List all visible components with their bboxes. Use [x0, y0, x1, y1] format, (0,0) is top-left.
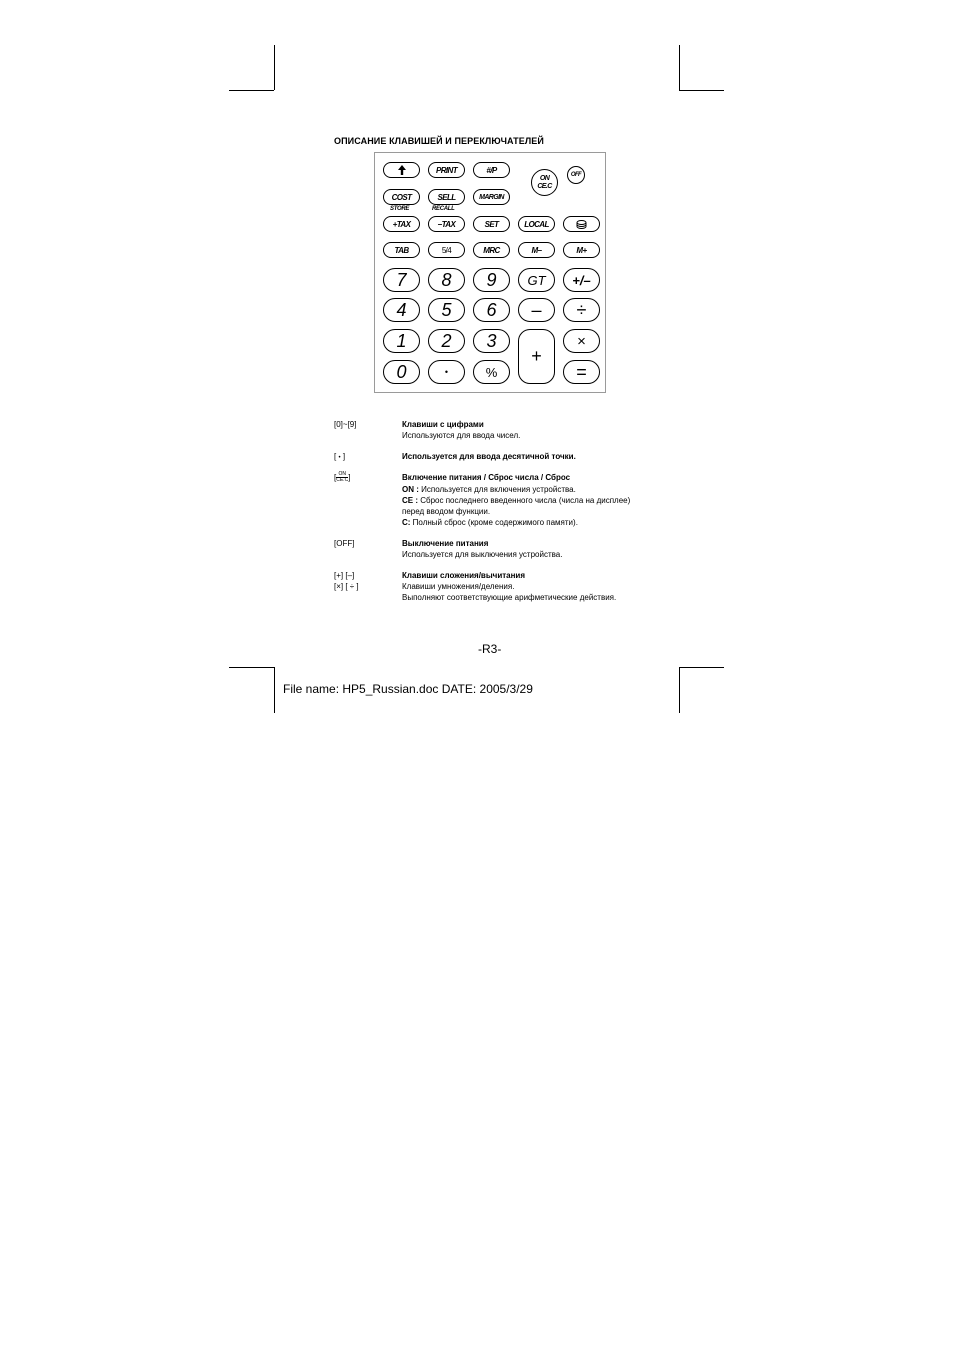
on-cec-fraction [336, 471, 351, 484]
file-footer: File name: HP5_Russian.doc DATE: 2005/3/29 [283, 682, 533, 696]
key-4: 4 [383, 298, 420, 322]
bracket-close: ] [348, 473, 351, 482]
key-sub-store: STORE [390, 206, 410, 212]
key-tab: TAB [383, 242, 420, 258]
desc-arith-title: Клавиши сложения/вычитания [402, 571, 526, 580]
bracket-open: [ [334, 452, 337, 461]
key-margin: MARGIN [473, 189, 510, 205]
crop-mark [679, 45, 680, 90]
key-minus-tax: –TAX [428, 216, 465, 232]
crop-mark [679, 90, 724, 91]
key-plus-tax: +TAX [383, 216, 420, 232]
key-5: 5 [428, 298, 465, 322]
desc-digits-title: Клавиши с цифрами [402, 420, 484, 429]
key-6: 6 [473, 298, 510, 322]
on-text: Используется для включения устройства. [418, 485, 576, 494]
key-9: 9 [473, 268, 510, 292]
key-coins [563, 216, 600, 232]
crop-mark [274, 667, 275, 713]
key-off: OFF [567, 166, 585, 184]
key-mrc: MRC [473, 242, 510, 258]
key-plus: + [518, 329, 555, 384]
desc-on-text [402, 484, 642, 528]
desc-point-key [334, 451, 345, 464]
key-3: 3 [473, 329, 510, 353]
desc-off-key: [OFF] [334, 539, 355, 548]
key-minus: – [518, 298, 555, 322]
desc-arith-key-2: [×] [ ÷ ] [334, 582, 359, 591]
key-sub-recall: RECALL [432, 206, 455, 212]
key-on-label: ON [539, 174, 550, 182]
ce-text: Сброс последнего введенного числа (числа на дисплее) перед вводом функции. [402, 496, 631, 516]
page-number: -R3- [478, 642, 502, 656]
key-8: 8 [428, 268, 465, 292]
key-print: PRINT [428, 162, 465, 178]
c-text: Полный сброс (кроме содержимого памяти). [410, 518, 578, 527]
desc-on-title: Включение питания / Сброс числа / Сброс [402, 473, 571, 482]
c-label: C: [402, 518, 411, 527]
key-m-minus: M– [518, 242, 555, 258]
key-plus-minus: +/– [563, 268, 600, 292]
desc-digits-key: [0]~[9] [334, 420, 357, 429]
keypad-illustration [374, 152, 606, 393]
on-label: ON : [402, 485, 419, 494]
key-m-plus: M+ [563, 242, 600, 258]
crop-mark [229, 667, 274, 668]
key-divide: ÷ [563, 298, 600, 322]
crop-mark [679, 667, 724, 668]
key-gt: GT [518, 268, 555, 292]
bracket-open: [ [334, 473, 337, 482]
key-5-4: 5/4 [428, 242, 465, 258]
key-percent: % [473, 360, 510, 384]
desc-arith-line2: Выполняют соответствующие арифметические действия. [402, 593, 617, 602]
section-heading: ОПИСАНИЕ КЛАВИШЕЙ И ПЕРЕКЛЮЧАТЕЛЕЙ [334, 136, 544, 146]
desc-arith-line1: Клавиши умножения/деления. [402, 582, 515, 591]
coins-icon [576, 220, 587, 229]
crop-mark [229, 90, 274, 91]
key-1: 1 [383, 329, 420, 353]
bracket-close: ] [342, 452, 346, 461]
key-arrow [383, 162, 420, 178]
crop-mark [274, 45, 275, 90]
desc-arith-key-1: [+] [–] [334, 571, 355, 580]
desc-c-line [402, 517, 642, 528]
key-hash-p: #/P [473, 162, 510, 178]
desc-point-title: Используется для ввода десятичной точки. [402, 452, 576, 461]
key-point: • [428, 360, 465, 384]
key-cec-label: CE.C [537, 182, 552, 190]
desc-ce-line [402, 495, 638, 517]
desc-on-line [402, 484, 642, 495]
desc-digits-text: Используются для ввода чисел. [402, 431, 521, 440]
key-local: LOCAL [518, 216, 555, 232]
crop-mark [679, 667, 680, 713]
key-on-ce-c [531, 169, 558, 196]
key-sell: SELL [428, 189, 465, 205]
frac-top: ON [336, 472, 348, 478]
key-set: SET [473, 216, 510, 232]
desc-off-title: Выключение питания [402, 539, 489, 548]
key-cost: COST [383, 189, 420, 205]
key-equals: = [563, 360, 600, 384]
key-7: 7 [383, 268, 420, 292]
point-symbol: • [338, 455, 341, 461]
key-multiply: × [563, 329, 600, 353]
key-0: 0 [383, 360, 420, 384]
ce-label: CE : [402, 496, 418, 505]
frac-bottom: CE.C [336, 477, 349, 484]
desc-off-text: Используется для выключения устройства. [402, 550, 563, 559]
key-2: 2 [428, 329, 465, 353]
desc-on-key [334, 472, 350, 483]
up-arrow-icon [398, 165, 406, 175]
